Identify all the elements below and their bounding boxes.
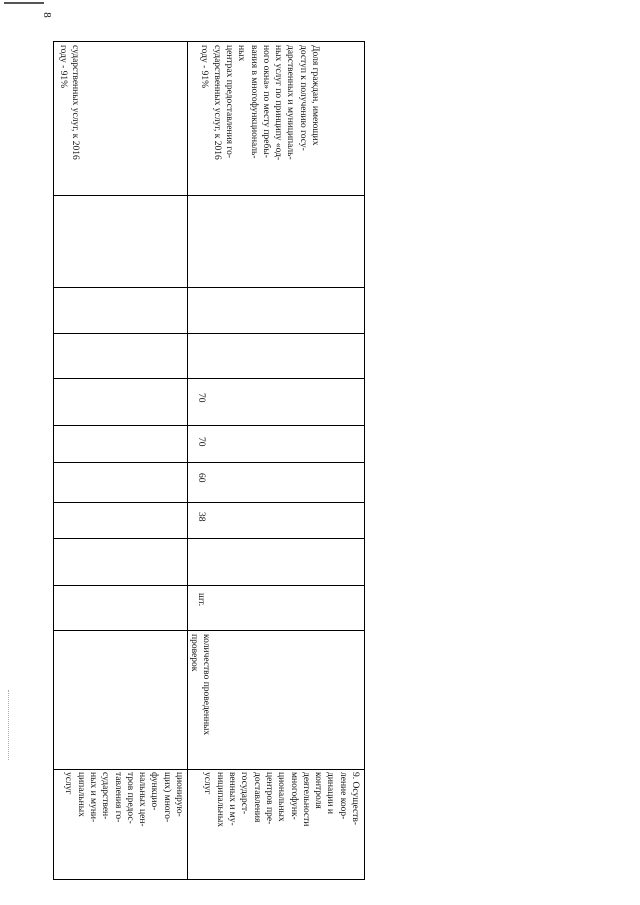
item9-name: 9. Осуществ- ление коор- динации и контроля деятельности многофунк- циональных центров пре- доставления государст- венных и му- ниципальных услуг: [202, 772, 360, 828]
column-divider: [53, 769, 365, 770]
column-divider: [53, 585, 365, 586]
item9-indicator: количество проведенных проверок: [188, 634, 211, 736]
column-divider: [53, 630, 365, 631]
column-divider: [53, 195, 365, 196]
column-divider: [53, 333, 365, 334]
item9-value-60: 60: [196, 473, 206, 483]
item9-target: Доля граждан, имеющих доступ к получению госу- дарственных и муниципаль- ных услуг по принципу «од- ного окна» по месту пребы- вания в многофункциональ- ных центрах предоставления го- сударственных услуг, к 2016 году - 91%: [199, 45, 320, 161]
table-border-top: [53, 41, 365, 42]
table-border-right: [364, 41, 365, 879]
scan-corner-mark: [4, 2, 44, 4]
column-divider: [53, 425, 365, 426]
column-divider: [53, 462, 365, 463]
column-divider: [53, 378, 365, 379]
prev-row-target: сударственных услуг, к 2016 году - 91%: [57, 45, 80, 160]
item9-unit: шт.: [196, 593, 206, 607]
item9-value-70-target: 70: [196, 393, 206, 403]
scan-edge-mark: [8, 690, 10, 760]
prev-row-name: ционирую- щих) много- функцио- нальных цен- тров предос- тавления го- сударствен- ных и муни- ципальных услуг: [63, 772, 184, 827]
page-number: 8: [41, 12, 53, 18]
item9-value-38: 38: [196, 512, 206, 522]
item9-value-70: 70: [196, 437, 206, 447]
table-border-left: [53, 41, 54, 879]
table: [53, 41, 365, 879]
column-divider: [53, 538, 365, 539]
column-divider: [53, 287, 365, 288]
column-divider: [53, 502, 365, 503]
